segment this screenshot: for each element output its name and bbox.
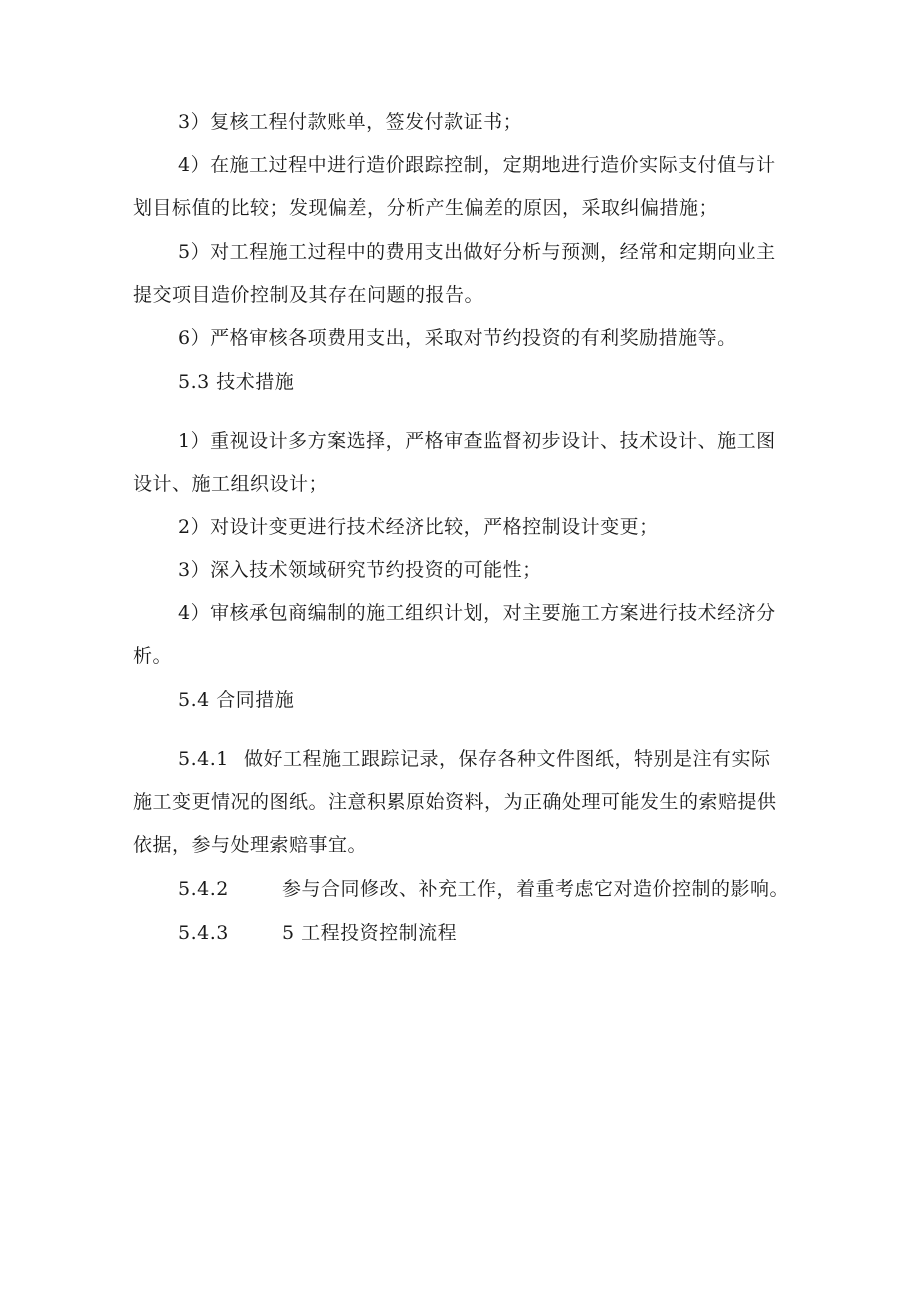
item-5-2-6: 6）严格审核各项费用支出，采取对节约投资的有利奖励措施等。 (178, 327, 737, 349)
item-5-4-2-text: 参与合同修改、补充工作，着重考虑它对造价控制的影响。 (282, 878, 790, 900)
item-5-3-4-line1: 4）审核承包商编制的施工组织计划，对主要施工方案进行技术经济分 (178, 602, 776, 624)
item-5-4-1-number: 5.4.1 (178, 748, 229, 770)
item-5-2-3: 3）复核工程付款账单，签发付款证书； (178, 111, 523, 133)
item-5-2-5-line1: 5）对工程施工过程中的费用支出做好分析与预测，经常和定期向业主 (178, 241, 776, 263)
item-5-2-4-line2: 划目标值的比较；发现偏差，分析产生偏差的原因，采取纠偏措施； (133, 197, 719, 219)
item-5-3-4-line2: 析。 (133, 645, 173, 667)
section-5-3-heading: 5.3 技术措施 (178, 371, 295, 393)
item-5-3-1-line2: 设计、施工组织设计； (133, 473, 329, 495)
item-5-3-3: 3）深入技术领域研究节约投资的可能性； (178, 559, 542, 581)
item-5-4-1-line3: 依据，参与处理索赔事宜。 (133, 834, 368, 856)
item-5-4-1-text: 做好工程施工跟踪记录，保存各种文件图纸，特别是注有实际 (244, 748, 771, 770)
item-5-2-5-line2: 提交项目造价控制及其存在问题的报告。 (133, 284, 485, 306)
section-5-4-heading: 5.4 合同措施 (178, 689, 295, 711)
item-5-4-1-line1 (178, 747, 771, 771)
item-5-4-3-number: 5.4.3 (178, 922, 229, 944)
item-5-4-2-number: 5.4.2 (178, 878, 229, 900)
item-5-3-1-line1: 1）重视设计多方案选择，严格审查监督初步设计、技术设计、施工图 (178, 430, 776, 452)
item-5-2-4-line1: 4）在施工过程中进行造价跟踪控制，定期地进行造价实际支付值与计 (178, 154, 776, 176)
item-5-4-1-line2: 施工变更情况的图纸。注意积累原始资料，为正确处理可能发生的索赔提供 (133, 791, 777, 813)
item-5-4-2 (178, 877, 789, 901)
item-5-4-3 (178, 921, 457, 945)
item-5-3-2: 2）对设计变更进行技术经济比较，严格控制设计变更； (178, 516, 659, 538)
item-5-4-3-text: 5 工程投资控制流程 (282, 922, 458, 944)
